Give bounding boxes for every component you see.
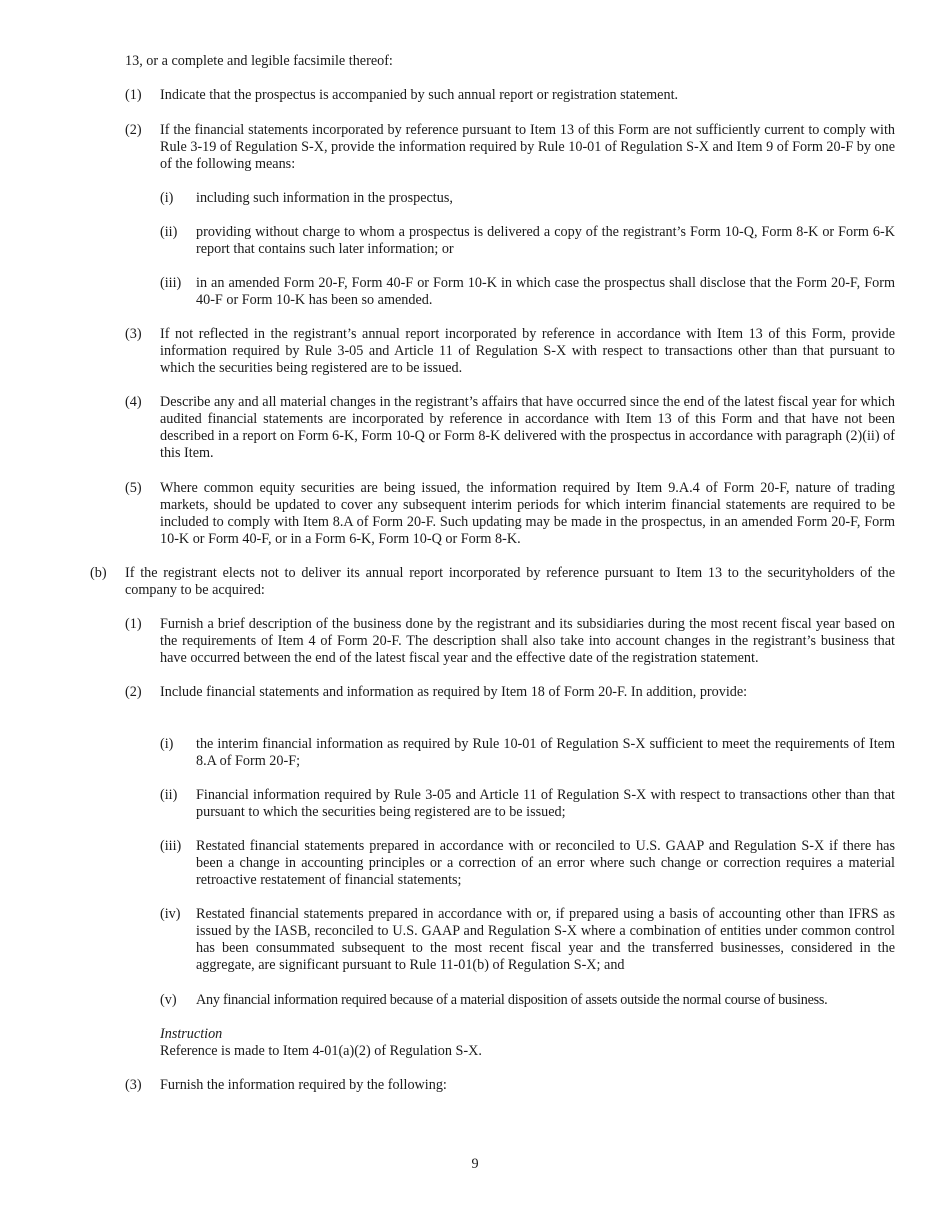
- item-label: (2): [125, 122, 142, 138]
- subitem-label: (i): [160, 736, 174, 752]
- item-text: Furnish a brief description of the business done by the registrant and its subsidiaries during the most recent fiscal year based on the requirements of Item 4 of Form 20-F. The description shall also take into account changes in the registrant’s business that have occurred between the end of the latest fiscal year and the effective date of the registration statement.: [160, 616, 895, 666]
- item-label: (2): [125, 684, 142, 700]
- item-label: (3): [125, 1077, 142, 1093]
- intro-text: 13, or a complete and legible facsimile thereof:: [125, 53, 393, 69]
- subitem-label: (i): [160, 190, 174, 206]
- subitem-label: (ii): [160, 224, 178, 240]
- item-text: Where common equity securities are being issued, the information required by Item 9.A.4 of Form 20-F, nature of trading markets, should be updated to cover any subsequent interim periods for which interim financial statements are required to be included to comply with Item 8.A of Form 20-F. Such updating may be made in the prospectus, in an amended Form 20-F, Form 10-K or Form 40-F, or in a Form 6-K, Form 10-Q or Form 8-K.: [160, 480, 895, 547]
- instruction-text: Reference is made to Item 4-01(a)(2) of Regulation S-X.: [160, 1043, 482, 1059]
- subitem-text: the interim financial information as required by Rule 10-01 of Regulation S-X sufficient to meet the requirements of Item 8.A of Form 20-F;: [196, 736, 895, 769]
- subitem-text: including such information in the prospectus,: [196, 190, 453, 206]
- section-text: If the registrant elects not to deliver its annual report incorporated by reference pursuant to Item 13 to the securityholders of the company to be acquired:: [125, 565, 895, 598]
- item-text: Furnish the information required by the following:: [160, 1077, 447, 1093]
- subitem-text: Any financial information required because of a material disposition of assets outside the normal course of business.: [196, 992, 828, 1008]
- subitem-text: Restated financial statements prepared in accordance with or, if prepared using a basis of accounting other than IFRS as issued by the IASB, reconciled to U.S. GAAP and Regulation S-X where a combination of entities under common control has been consummated subsequent to the most recent fiscal year and the transferred businesses, considered in the aggregate, are significant pursuant to Rule 11-01(b) of Regulation S-X; and: [196, 906, 895, 973]
- item-label: (5): [125, 480, 142, 496]
- item-label: (1): [125, 87, 142, 103]
- subitem-label: (iii): [160, 275, 182, 291]
- subitem-text: Restated financial statements prepared in accordance with or reconciled to U.S. GAAP and Regulation S-X if there has been a change in accounting principles or a correction of an error where such change or correction requires a material retroactive restatement of financial statements;: [196, 838, 895, 888]
- subitem-text: in an amended Form 20-F, Form 40-F or Form 10-K in which case the prospectus shall disclose that the Form 20-F, Form 40-F or Form 10-K has been so amended.: [196, 275, 895, 308]
- subitem-text: providing without charge to whom a prospectus is delivered a copy of the registrant’s Form 10-Q, Form 8-K or Form 6-K report that contains such later information; or: [196, 224, 895, 257]
- section-label: (b): [90, 565, 107, 581]
- instruction-heading: Instruction: [160, 1026, 223, 1042]
- subitem-label: (iv): [160, 906, 181, 922]
- item-label: (1): [125, 616, 142, 632]
- item-text: Describe any and all material changes in the registrant’s affairs that have occurred since the end of the latest fiscal year for which audited financial statements are incorporated by reference in accordance with Item 13 of this Form and that have not been described in a report on Form 6-K, Form 10-Q or Form 8-K delivered with the prospectus in accordance with paragraph (2)(ii) of this Item.: [160, 394, 895, 461]
- item-text: If the financial statements incorporated by reference pursuant to Item 13 of this Form are not sufficiently current to comply with Rule 3-19 of Regulation S-X, provide the information required by Rule 10-01 of Regulation S-X and Item 9 of Form 20-F by one of the following means:: [160, 122, 895, 172]
- item-text: If not reflected in the registrant’s annual report incorporated by reference in accordance with Item 13 of this Form, provide information required by Rule 3-05 and Article 11 of Regulation S-X with respect to transactions other than that pursuant to which the securities being registered are to be issued.: [160, 326, 895, 376]
- page-number: 9: [471, 1156, 479, 1172]
- item-text: Include financial statements and information as required by Item 18 of Form 20-F. In addition, provide:: [160, 684, 748, 700]
- item-label: (4): [125, 394, 142, 410]
- subitem-text: Financial information required by Rule 3-05 and Article 11 of Regulation S-X with respect to transactions other than that pursuant to which the securities being registered are to be issued;: [196, 787, 895, 820]
- subitem-label: (v): [160, 992, 177, 1008]
- subitem-label: (iii): [160, 838, 182, 854]
- subitem-label: (ii): [160, 787, 178, 803]
- item-label: (3): [125, 326, 142, 342]
- item-text: Indicate that the prospectus is accompanied by such annual report or registration statement.: [160, 87, 679, 103]
